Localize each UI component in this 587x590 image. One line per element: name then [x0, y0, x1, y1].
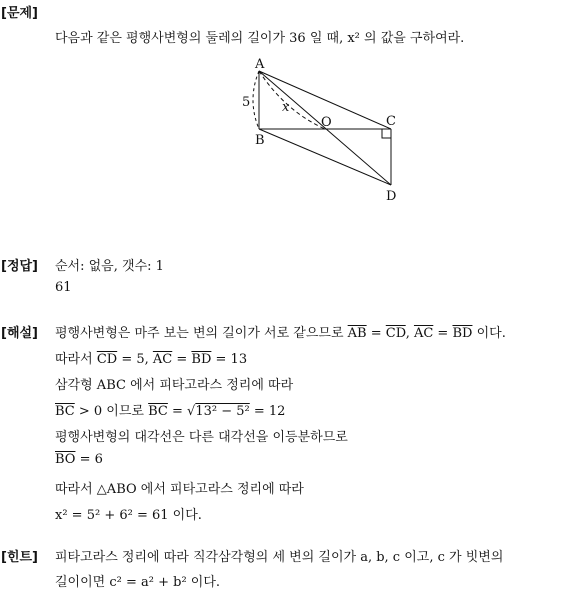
solution-line-1: 평행사변형은 마주 보는 변의 길이가 서로 같으므로 $\overline{AB} = \overline{CD}$, $\overline{AC} = \overline{BD}$ 이다.	[55, 326, 506, 341]
solution-line-3: 삼각형 ABC 에서 피타고라스 정리에 따라	[55, 378, 294, 393]
segment-bd	[259, 129, 391, 185]
dashed-side-arc	[253, 71, 259, 129]
label-b: B	[255, 133, 265, 148]
problem-text: 다음과 같은 평행사변형의 둘레의 길이가 36 일 때, x² 의 값을 구하여라.	[55, 31, 465, 46]
hint-line-1: 피타고라스 정리에 따라 직각삼각형의 세 변의 길이가 a, b, c 이고, c 가 빗변의	[55, 550, 504, 565]
label-side-5: 5	[242, 95, 251, 110]
sqrt-expression: √13² − 5²	[187, 404, 250, 419]
solution-line-6: $\overline{BO} = 6$	[55, 452, 103, 467]
solution-label: [해설]	[1, 326, 38, 341]
parallelogram-figure	[230, 55, 430, 215]
label-d: D	[386, 189, 397, 204]
answer-meta: 순서: 없음, 갯수: 1	[55, 259, 164, 274]
label-a: A	[255, 57, 265, 72]
solution-line-2: 따라서 $\overline{CD} = 5$, $\overline{AC} = \overline{BD} = 13$	[55, 352, 248, 367]
hint-label: [힌트]	[1, 550, 38, 565]
label-x: x	[282, 100, 290, 115]
label-c: C	[386, 114, 396, 129]
solution-line-8: x² = 5² + 6² = 61 이다.	[55, 508, 202, 523]
label-o: O	[321, 115, 332, 130]
hint-line-2: 길이이면 c² = a² + b² 이다.	[55, 575, 221, 590]
right-angle-mark	[382, 129, 391, 138]
problem-label: [문제]	[1, 6, 38, 21]
answer-value: 61	[55, 280, 72, 295]
solution-line-4: $\overline{BC} > 0$ 이므로 $\overline{BC} = √13^2 - 5^2 = 12$	[55, 404, 286, 419]
solution-line-5: 평행사변형의 대각선은 다른 대각선을 이등분하므로	[55, 430, 348, 445]
answer-label: [정답]	[1, 259, 38, 274]
solution-line-7: 따라서 △ABO 에서 피타고라스 정리에 따라	[55, 482, 304, 497]
